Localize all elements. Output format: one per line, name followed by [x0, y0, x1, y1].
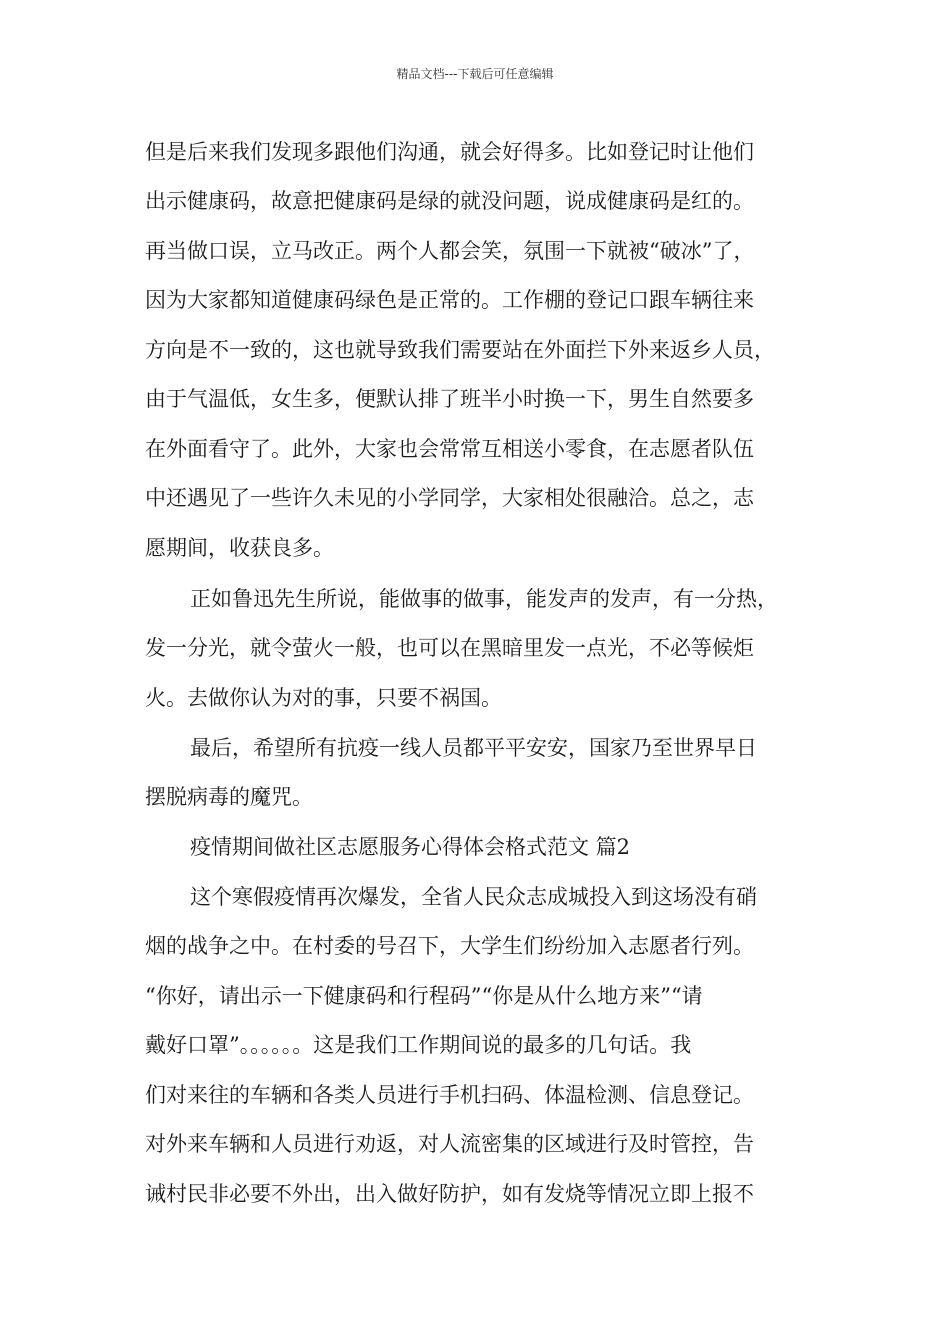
body-line: 火。去做你认为对的事，只要不祸国。 — [145, 686, 502, 710]
body-line: 因为大家都知道健康码绿色是正常的。工作棚的登记口跟车辆往来 — [145, 288, 754, 312]
body-line: 们对来往的车辆和各类人员进行手机扫码、体温检测、信息登记。 — [145, 1083, 754, 1107]
body-line: 再当做口误，立马改正。两个人都会笑，氛围一下就被“破冰”了， — [145, 239, 755, 263]
body-line: 烟的战争之中。在村委的号召下，大学生们纷纷加入志愿者行列。 — [145, 934, 754, 958]
body-line: 由于气温低，女生多，便默认排了班半小时换一下，男生自然要多 — [145, 387, 754, 411]
body-line: 对外来车辆和人员进行劝返，对人流密集的区域进行及时管控，告 — [145, 1132, 754, 1156]
body-line: 中还遇见了一些许久未见的小学同学，大家相处很融洽。总之，志 — [145, 486, 754, 510]
paragraph-first-line: 这个寒假疫情再次爆发，全省人民众志成城投入到这场没有硝 — [190, 885, 757, 909]
body-line: 戴好口罩”。。。。。。这是我们工作期间说的最多的几句话。我 — [145, 1033, 692, 1057]
body-line: 在外面看守了。此外，大家也会常常互相送小零食，在志愿者队伍 — [145, 437, 754, 461]
body-line: 发一分光，就令萤火一般，也可以在黑暗里发一点光，不必等候炬 — [145, 636, 754, 660]
body-line: “你好，请出示一下健康码和行程码”“你是从什么地方来”“请 — [145, 984, 703, 1008]
paragraph-first-line: 最后，希望所有抗疫一线人员都平平安安，国家乃至世界早日 — [190, 736, 757, 760]
body-line: 摆脱病毒的魔咒。 — [145, 785, 313, 809]
body-line: 愿期间，收获良多。 — [145, 536, 334, 560]
body-line: 但是后来我们发现多跟他们沟通，就会好得多。比如登记时让他们 — [145, 140, 754, 164]
body-line: 诫村民非必要不外出，出入做好防护，如有发烧等情况立即上报不 — [145, 1182, 754, 1206]
page-header: 精品文档---下载后可任意编辑 — [396, 67, 554, 81]
body-line: 出示健康码，故意把健康码是绿的就没问题，说成健康码是红的。 — [145, 189, 754, 213]
section-heading: 疫情期间做社区志愿服务心得体会格式范文 篇2 — [190, 835, 631, 859]
body-line: 方向是不一致的，这也就导致我们需要站在外面拦下外来返乡人员， — [145, 338, 775, 362]
paragraph-first-line: 正如鲁迅先生所说，能做事的做事，能发声的发声，有一分热， — [190, 587, 778, 611]
